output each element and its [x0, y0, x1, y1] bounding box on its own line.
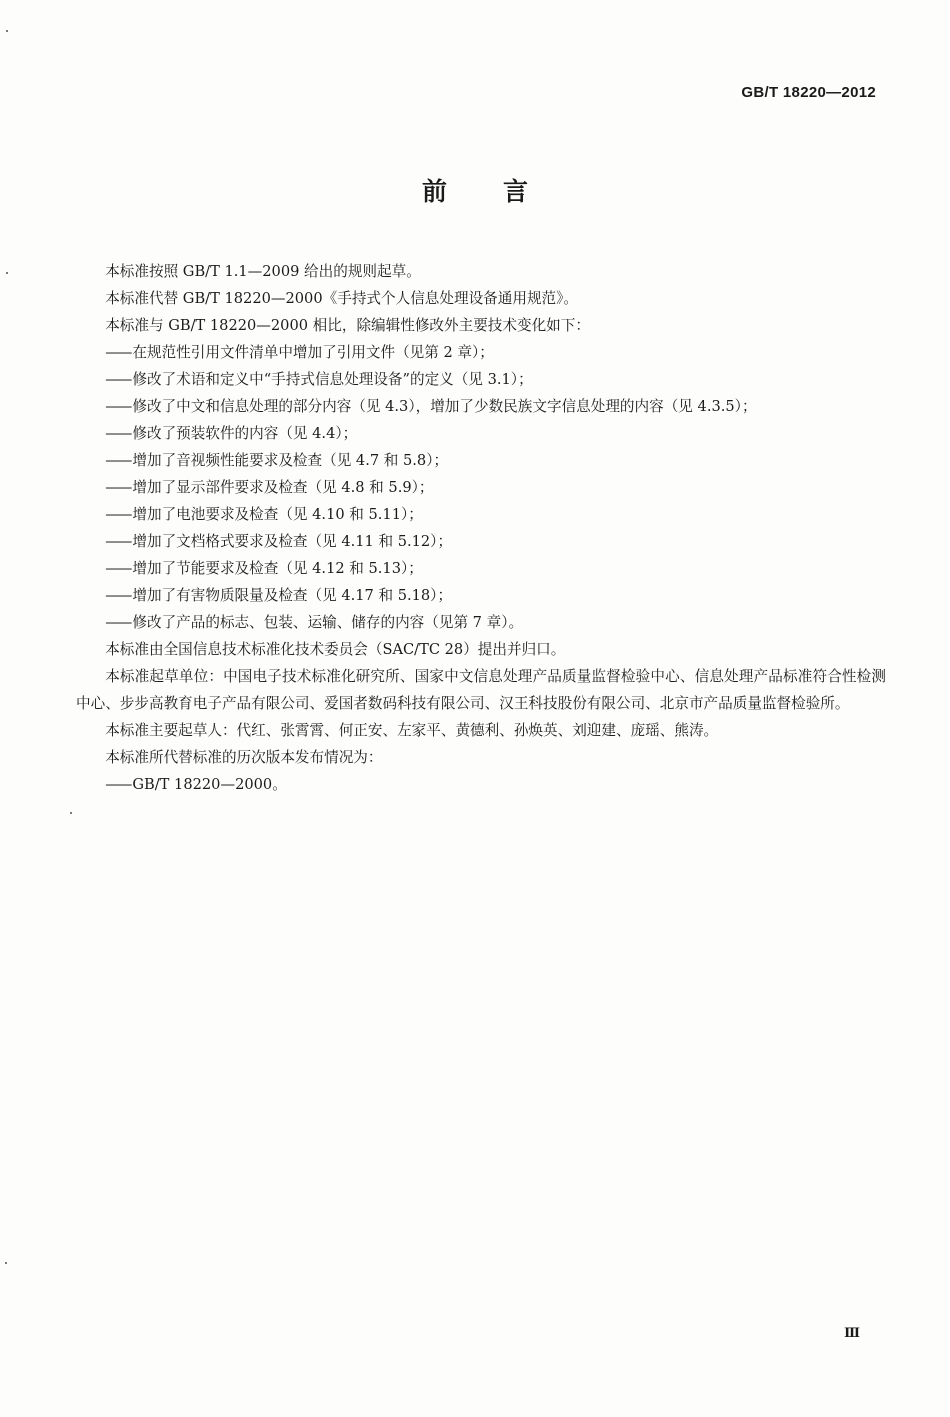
dash-marker: —— — [105, 452, 131, 469]
intro-paragraph: 本标准按照 GB/T 1.1—2009 给出的规则起草。 — [105, 263, 421, 280]
closing-paragraph: 本标准起草单位：中国电子技术标准化研究所、国家中文信息处理产品质量监督检验中心、信息处理产品标准符合性检测中心、步步高教育电子产品有限公司、爱国者数码科技有限公司、汉王科技股份有限公司、北京市产品质量监督检验所。 — [76, 668, 886, 712]
change-text: 增加了电池要求及检查（见 4.10 和 5.11）； — [132, 506, 423, 523]
page-title: 前言 — [421, 177, 584, 206]
change-item — [76, 501, 886, 528]
change-item — [76, 420, 886, 447]
history-text: GB/T 18220—2000。 — [132, 776, 287, 793]
dash-marker: —— — [105, 371, 131, 388]
dash-marker: —— — [105, 425, 131, 442]
intro-paragraph: 本标准代替 GB/T 18220—2000《手持式个人信息处理设备通用规范》。 — [105, 290, 579, 307]
change-item — [76, 582, 886, 609]
change-text: 增加了音视频性能要求及检查（见 4.7 和 5.8）； — [132, 452, 449, 469]
dash-marker: —— — [105, 344, 131, 361]
change-item — [76, 555, 886, 582]
change-text: 修改了术语和定义中“手持式信息处理设备”的定义（见 3.1）； — [132, 371, 533, 388]
change-item — [76, 339, 886, 366]
change-text: 增加了文档格式要求及检查（见 4.11 和 5.12）； — [132, 533, 453, 550]
change-item — [76, 366, 886, 393]
change-text: 修改了中文和信息处理的部分内容（见 4.3），增加了少数民族文字信息处理的内容（见 4.3.5）； — [132, 398, 757, 415]
change-item — [76, 447, 886, 474]
dash-marker: —— — [105, 614, 131, 631]
closing-paragraph: 本标准由全国信息技术标准化技术委员会（SAC/TC 28）提出并归口。 — [105, 641, 566, 658]
change-item — [76, 393, 886, 420]
closing-paragraph: 本标准所代替标准的历次版本发布情况为： — [105, 749, 383, 766]
change-text: 修改了产品的标志、包装、运输、储存的内容（见第 7 章）。 — [132, 614, 524, 631]
change-text: 增加了显示部件要求及检查（见 4.8 和 5.9）； — [132, 479, 434, 496]
change-item — [76, 609, 886, 636]
dash-marker: —— — [105, 479, 131, 496]
preface-body — [76, 258, 886, 798]
scan-speck — [5, 1262, 7, 1264]
change-item — [76, 474, 886, 501]
closing-paragraph: 本标准主要起草人：代红、张霄霄、何正安、左家平、黄德利、孙焕英、刘迎建、庞瑶、熊涛。 — [105, 722, 719, 739]
dash-marker: —— — [105, 560, 131, 577]
dash-marker: —— — [105, 587, 131, 604]
scan-speck — [6, 30, 8, 32]
dash-marker: —— — [105, 776, 131, 793]
change-text: 增加了有害物质限量及检查（见 4.17 和 5.18）； — [132, 587, 453, 604]
change-text: 增加了节能要求及检查（见 4.12 和 5.13）； — [132, 560, 423, 577]
intro-paragraph: 本标准与 GB/T 18220—2000 相比，除编辑性修改外主要技术变化如下： — [105, 317, 590, 334]
dash-marker: —— — [105, 398, 131, 415]
scan-speck — [70, 812, 72, 814]
change-text: 在规范性引用文件清单中增加了引用文件（见第 2 章）； — [132, 344, 494, 361]
history-item — [76, 771, 886, 798]
change-item — [76, 528, 886, 555]
dash-marker: —— — [105, 506, 131, 523]
page-number: Ⅲ — [844, 1325, 860, 1340]
change-text: 修改了预装软件的内容（见 4.4）； — [132, 425, 358, 442]
standard-code: GB/T 18220—2012 — [741, 84, 876, 101]
scan-speck — [6, 272, 8, 274]
dash-marker: —— — [105, 533, 131, 550]
